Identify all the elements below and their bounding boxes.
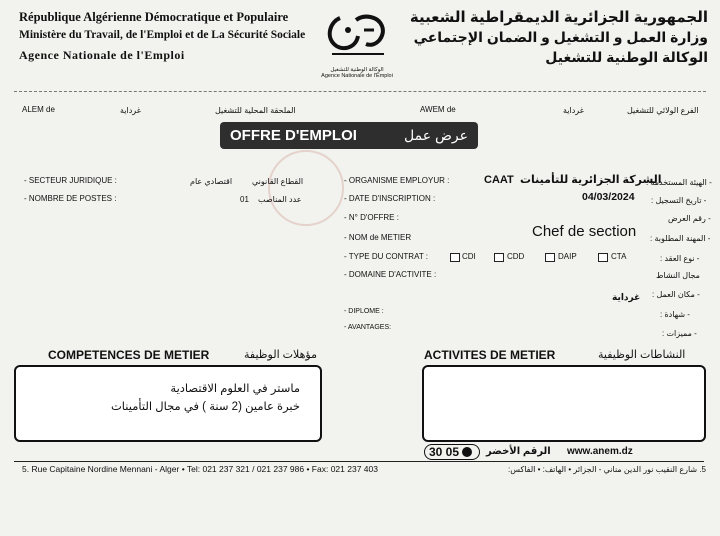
cta-label: CTA bbox=[611, 252, 627, 261]
anem-logo-icon bbox=[312, 8, 402, 60]
header-fr-line2: Ministère du Travail, de l'Emploi et de La Sécurité Sociale bbox=[19, 29, 306, 41]
secteur-label: - SECTEUR JURIDIQUE : bbox=[24, 176, 117, 185]
date-value: 04/03/2024 bbox=[582, 191, 635, 203]
header-divider bbox=[14, 91, 706, 92]
lieu-ar-label: - مكان العمل : bbox=[652, 290, 700, 299]
alem-label: ALEM de bbox=[22, 105, 55, 114]
green-number: 30 05 bbox=[429, 445, 460, 459]
alem-ar-label: الملحقة المحلية للتشغيل bbox=[215, 106, 296, 115]
cta-checkbox[interactable] bbox=[598, 253, 608, 262]
offer-banner bbox=[220, 122, 478, 149]
competences-title-ar: مؤهلات الوظيفة bbox=[244, 349, 317, 361]
website[interactable]: www.anem.dz bbox=[567, 446, 633, 457]
header-ar-line2: وزارة العمل و التشغيل و الضمان الإجتماعي bbox=[413, 29, 708, 45]
cdi-label: CDI bbox=[462, 252, 476, 261]
diplome-ar-label: - شهادة : bbox=[660, 310, 690, 319]
awem-value: غرداية bbox=[563, 106, 584, 115]
contrat-ar-label: - نوع العقد : bbox=[660, 254, 700, 263]
postes-value: 01 bbox=[240, 195, 249, 204]
header-ar-line1: الجمهورية الجزائرية الديمقراطية الشعبية bbox=[409, 9, 708, 26]
green-number-label: الرقم الأخضر bbox=[486, 446, 551, 457]
cdd-checkbox[interactable] bbox=[494, 253, 504, 262]
daip-label: DAIP bbox=[558, 252, 577, 261]
organisme-label: - ORGANISME EMPLOYUR : bbox=[344, 176, 450, 185]
awem-label: AWEM de bbox=[420, 105, 456, 114]
organisme-ar-label: - الهيئة المستخدمة : bbox=[646, 178, 712, 187]
domaine-ar-label: مجال النشاط bbox=[656, 271, 700, 280]
phone-icon bbox=[462, 447, 472, 457]
competences-box bbox=[14, 365, 322, 442]
offre-label: - N° D'OFFRE : bbox=[344, 213, 399, 222]
date-ar-label: - تاريخ التسجيل : bbox=[651, 196, 707, 205]
contrat-label: - TYPE DU CONTRAT : bbox=[344, 252, 429, 261]
secteur-value: القطاع القانوني bbox=[252, 177, 304, 186]
organisme-ar-value: الشركة الجزائرية للتأمينات bbox=[520, 174, 662, 186]
avantages-ar-label: - مميزات : bbox=[662, 329, 697, 338]
banner-fr: OFFRE D'EMPLOI bbox=[230, 127, 357, 144]
avantages-label: - AVANTAGES: bbox=[344, 324, 392, 331]
cdd-label: CDD bbox=[507, 252, 525, 261]
banner-ar: عرض عمل bbox=[404, 127, 468, 143]
diplome-label: - DIPLOME : bbox=[344, 308, 384, 315]
anem-logo bbox=[312, 8, 402, 78]
domaine-label: - DOMAINE D'ACTIVITE : bbox=[344, 270, 437, 279]
metier-value: Chef de section bbox=[532, 223, 637, 240]
address-fr: 5. Rue Capitaine Nordine Mennani - Alger • Tel: 021 237 321 / 021 237 986 • Fax: 021 237 403 bbox=[22, 464, 378, 474]
header-fr-line1: République Algérienne Démocratique et Populaire bbox=[19, 10, 289, 24]
secteur-ar-value: اقتصادي عام bbox=[190, 177, 233, 186]
logo-ar-text: الوكالة الوطنية للتشغيل bbox=[330, 67, 384, 73]
offre-ar-label: - رقم العرض bbox=[668, 214, 711, 223]
official-stamp bbox=[268, 150, 344, 226]
metier-ar-label: - المهنة المطلوبة : bbox=[650, 234, 711, 243]
organisme-value: CAAT bbox=[484, 174, 514, 186]
lieu-value: غرداية bbox=[612, 292, 641, 302]
activites-box bbox=[422, 365, 706, 442]
address-ar: 5. شارع النقيب نور الدين مناني - الجزائر • الهاتف: • الفاكس: bbox=[508, 465, 706, 474]
footer-divider bbox=[14, 461, 704, 462]
date-label: - DATE D'INSCRIPTION : bbox=[344, 194, 436, 203]
competences-line2: خبرة عامين (2 سنة ) في مجال التأمينات bbox=[110, 401, 300, 413]
alem-value: غرداية bbox=[120, 106, 141, 115]
awem-ar-label: الفرع الولائي للتشغيل bbox=[627, 106, 699, 115]
competences-title-fr: COMPETENCES DE METIER bbox=[48, 348, 210, 362]
competences-line1: ماستر في العلوم الاقتصادية bbox=[170, 383, 300, 395]
cdi-checkbox[interactable] bbox=[450, 253, 460, 262]
daip-checkbox[interactable] bbox=[545, 253, 555, 262]
activites-title-fr: ACTIVITES DE METIER bbox=[424, 348, 556, 362]
header-ar-line3: الوكالة الوطنية للتشغيل bbox=[545, 49, 708, 65]
metier-label: - NOM de METIER bbox=[344, 233, 412, 242]
postes-label: - NOMBRE DE POSTES : bbox=[24, 194, 117, 203]
logo-fr-text: Agence Nationale de l'Emploi bbox=[321, 73, 393, 79]
postes-ar: عدد المناصب bbox=[258, 195, 302, 204]
activites-title-ar: النشاطات الوظيفية bbox=[598, 349, 686, 361]
header-fr-line3: Agence Nationale de l'Emploi bbox=[19, 48, 185, 62]
green-number-box bbox=[424, 444, 480, 460]
